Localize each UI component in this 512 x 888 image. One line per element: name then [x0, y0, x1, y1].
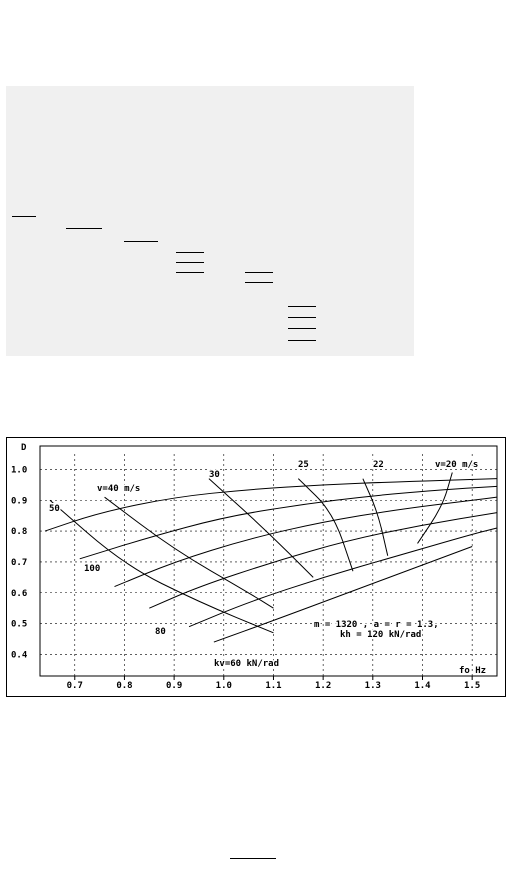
x-tick-label: 1.5: [464, 681, 481, 691]
variation-underline: [176, 252, 204, 253]
x-tick-label: 1.2: [315, 681, 332, 691]
kv-curve: [80, 486, 497, 558]
variation-underline: [288, 340, 316, 341]
damping-chart: [7, 438, 505, 696]
v-curve: [298, 479, 353, 572]
y-tick-label: 1.0: [11, 465, 28, 476]
curve-label: 30: [209, 470, 220, 480]
x-tick-label: 0.8: [116, 681, 133, 691]
y-tick-label: 0.9: [11, 496, 28, 507]
curve-label: 22: [373, 460, 384, 470]
variation-underline: [176, 272, 204, 273]
variation-underline: [124, 241, 158, 242]
curve-label: 50: [49, 504, 60, 514]
curve-label: v=40 m/s: [97, 484, 141, 494]
variation-underline: [66, 228, 102, 229]
v-curve: [418, 473, 453, 544]
y-tick-label: 0.6: [11, 588, 28, 599]
variation-underline: [245, 272, 273, 273]
chart-annotation: kh = 120 kN/rad: [340, 630, 422, 640]
x-tick-label: 0.7: [66, 681, 83, 691]
variation-underline: [176, 262, 204, 263]
variation-underline: [245, 282, 273, 283]
x-tick-label: 1.4: [414, 681, 431, 691]
variation-underline: [288, 328, 316, 329]
curve-label: 100: [84, 564, 101, 574]
y-axis-label: D: [21, 443, 27, 453]
chart-annotation: m = 1320 , a = r = 1.3,: [314, 620, 439, 630]
y-tick-label: 0.7: [11, 557, 28, 568]
y-tick-label: 0.4: [11, 650, 28, 661]
x-tick-label: 1.3: [364, 681, 381, 691]
curve-label: 80: [155, 627, 166, 637]
x-tick-label: 1.1: [265, 681, 282, 691]
variation-underline: [12, 216, 36, 217]
x-tick-label: 0.9: [165, 681, 183, 691]
damping-chart-frame: [6, 437, 506, 697]
page-rule: [230, 858, 276, 859]
variation-underline: [288, 306, 316, 307]
curve-label: 25: [298, 460, 309, 470]
x-tick-label: 1.0: [215, 681, 232, 691]
curve-label: v=20 m/s: [435, 460, 479, 470]
x-axis-label: fo Hz: [459, 666, 487, 676]
y-tick-label: 0.5: [11, 619, 28, 630]
v-curve: [363, 479, 388, 556]
curve-label: kv=60 kN/rad: [214, 659, 280, 669]
parameter-table-panel: [6, 86, 414, 356]
y-tick-label: 0.8: [11, 527, 28, 538]
kv-curve: [115, 497, 497, 586]
variation-underline: [288, 317, 316, 318]
